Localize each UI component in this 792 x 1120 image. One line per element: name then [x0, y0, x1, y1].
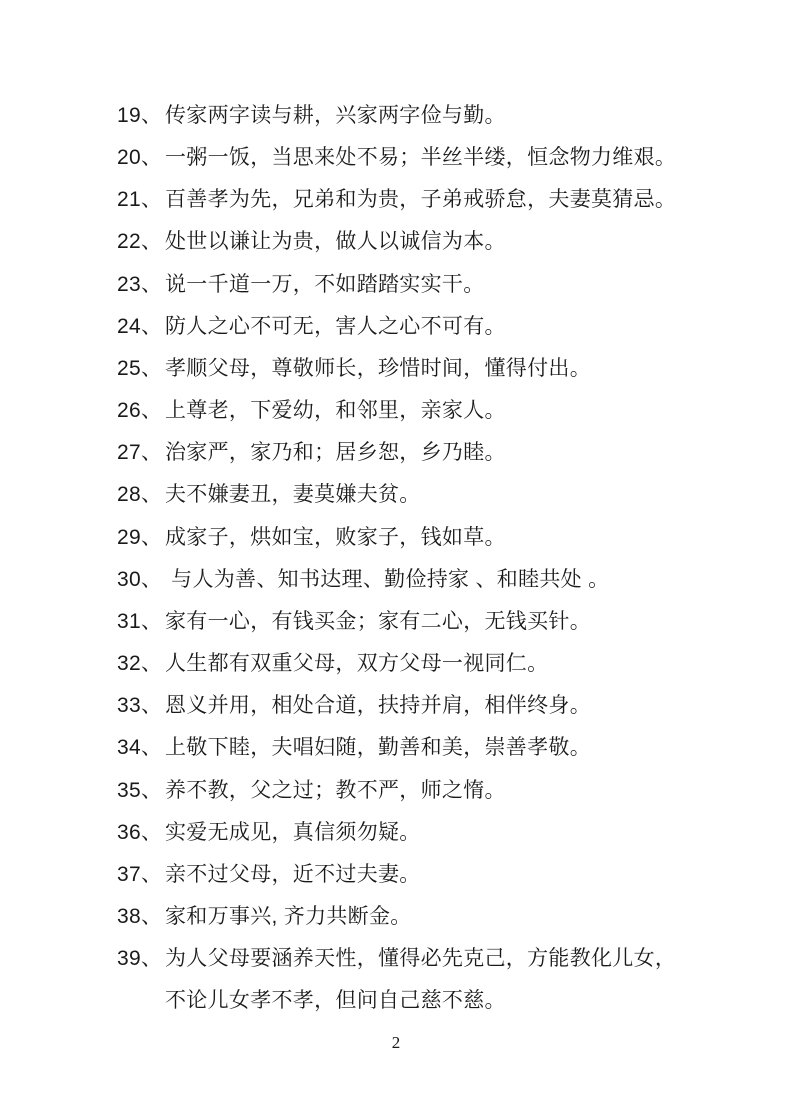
- item-text: [165, 643, 697, 685]
- item-text: [165, 264, 697, 306]
- item-text: [165, 221, 697, 263]
- item-number: 38、: [117, 904, 163, 928]
- item-text-line: 不论儿女孝不孝，但问自己慈不慈。: [165, 989, 506, 1013]
- list-item: [117, 137, 697, 179]
- list-item: [117, 221, 697, 263]
- item-text-line: 孝顺父母，尊敬师长，珍惜时间，懂得付出。: [165, 356, 591, 380]
- item-text-line: 家有一心，有钱买金；家有二心，无钱买针。: [165, 609, 591, 633]
- item-text-line: 传家两字读与耕，兴家两字俭与勤。: [165, 104, 506, 127]
- item-text: [165, 896, 697, 938]
- item-text-line: 治家严，家乃和；居乡恕，乡乃睦。: [165, 441, 506, 465]
- item-text-line: 实爱无成见，真信须勿疑。: [165, 820, 421, 844]
- item-text: [165, 812, 697, 854]
- item-text: [165, 179, 697, 221]
- list-item: [117, 938, 697, 1022]
- item-number: 25、: [117, 356, 163, 380]
- item-number: 26、: [117, 399, 163, 423]
- item-number: 31、: [117, 609, 163, 633]
- item-number: 36、: [117, 820, 163, 844]
- item-text: [165, 685, 697, 727]
- item-number: 23、: [117, 272, 163, 296]
- item-text-line: 处世以谦让为贵，做人以诚信为本。: [165, 230, 506, 254]
- item-text-line: 防人之心不可无，害人之心不可有。: [165, 314, 506, 338]
- item-number: 33、: [117, 694, 163, 718]
- item-number: 34、: [117, 736, 163, 760]
- item-number: 35、: [117, 778, 163, 802]
- list-item: [117, 517, 697, 559]
- item-number: 37、: [117, 862, 163, 886]
- item-number: 29、: [117, 525, 163, 549]
- list-item: [117, 559, 697, 601]
- list-item: [117, 601, 697, 643]
- item-text-line: 人生都有双重父母，双方父母一视同仁。: [165, 652, 549, 676]
- page-number: 2: [391, 1033, 401, 1052]
- item-number: 22、: [117, 230, 163, 254]
- list-item: [117, 896, 697, 938]
- list-item: [117, 432, 697, 474]
- list-item: [117, 770, 697, 812]
- item-number: 28、: [117, 483, 163, 507]
- item-text-line: 家和万事兴, 齐力共断金。: [165, 904, 412, 928]
- item-text-line: 说一千道一万，不如踏踏实实干。: [165, 272, 485, 296]
- list-item: [117, 474, 697, 516]
- item-text-line: 成家子，烘如宝，败家子，钱如草。: [165, 525, 506, 549]
- item-text: [165, 348, 697, 390]
- item-text-line: 亲不过父母，近不过夫妻。: [165, 862, 421, 886]
- list-item: [117, 179, 697, 221]
- item-text: [165, 474, 697, 516]
- item-number: 30、: [117, 567, 163, 591]
- item-text-line: 养不教，父之过；教不严，师之惰。: [165, 778, 506, 802]
- list-item: [117, 685, 697, 727]
- item-text: [165, 938, 697, 1022]
- item-text: [165, 770, 697, 812]
- item-number: 24、: [117, 314, 163, 338]
- list-item: [117, 812, 697, 854]
- proverb-list: [117, 95, 697, 1022]
- item-text: [165, 727, 697, 769]
- item-text: [165, 432, 697, 474]
- item-number: 27、: [117, 441, 163, 465]
- item-text-line: 夫不嫌妻丑，妻莫嫌夫贫。: [165, 483, 421, 507]
- item-text-line: 百善孝为先，兄弟和为贵，子弟戒骄怠，夫妻莫猜忌。: [165, 188, 677, 212]
- list-item: [117, 95, 697, 137]
- item-text-line: 上敬下睦，夫唱妇随，勤善和美，崇善孝敬。: [165, 736, 591, 760]
- list-item: [117, 348, 697, 390]
- item-text: [165, 517, 697, 559]
- item-number: 32、: [117, 652, 163, 676]
- list-item: [117, 727, 697, 769]
- list-item: [117, 643, 697, 685]
- item-text-line: 为人父母要涵养天性，懂得必先克己，方能教化儿女，: [165, 947, 677, 971]
- item-text: [165, 559, 697, 601]
- item-text-line: 与人为善、知书达理、勤俭持家 、和睦共处 。: [165, 567, 610, 591]
- item-text-line: 上尊老，下爱幼，和邻里，亲家人。: [165, 399, 506, 423]
- item-text-line: 一粥一饭，当思来处不易；半丝半缕，恒念物力维艰。: [165, 146, 677, 170]
- list-item: [117, 854, 697, 896]
- item-text: [165, 306, 697, 348]
- item-text: [165, 854, 697, 896]
- item-text: [165, 601, 697, 643]
- item-number: 19、: [117, 104, 163, 127]
- list-item: [117, 306, 697, 348]
- item-text: [165, 95, 697, 137]
- list-item: [117, 390, 697, 432]
- item-text-line: 恩义并用，相处合道，扶持并肩，相伴终身。: [165, 694, 591, 718]
- item-number: 39、: [117, 947, 163, 971]
- item-number: 21、: [117, 188, 163, 212]
- item-text: [165, 137, 697, 179]
- item-number: 20、: [117, 146, 163, 170]
- list-item: [117, 264, 697, 306]
- item-text: [165, 390, 697, 432]
